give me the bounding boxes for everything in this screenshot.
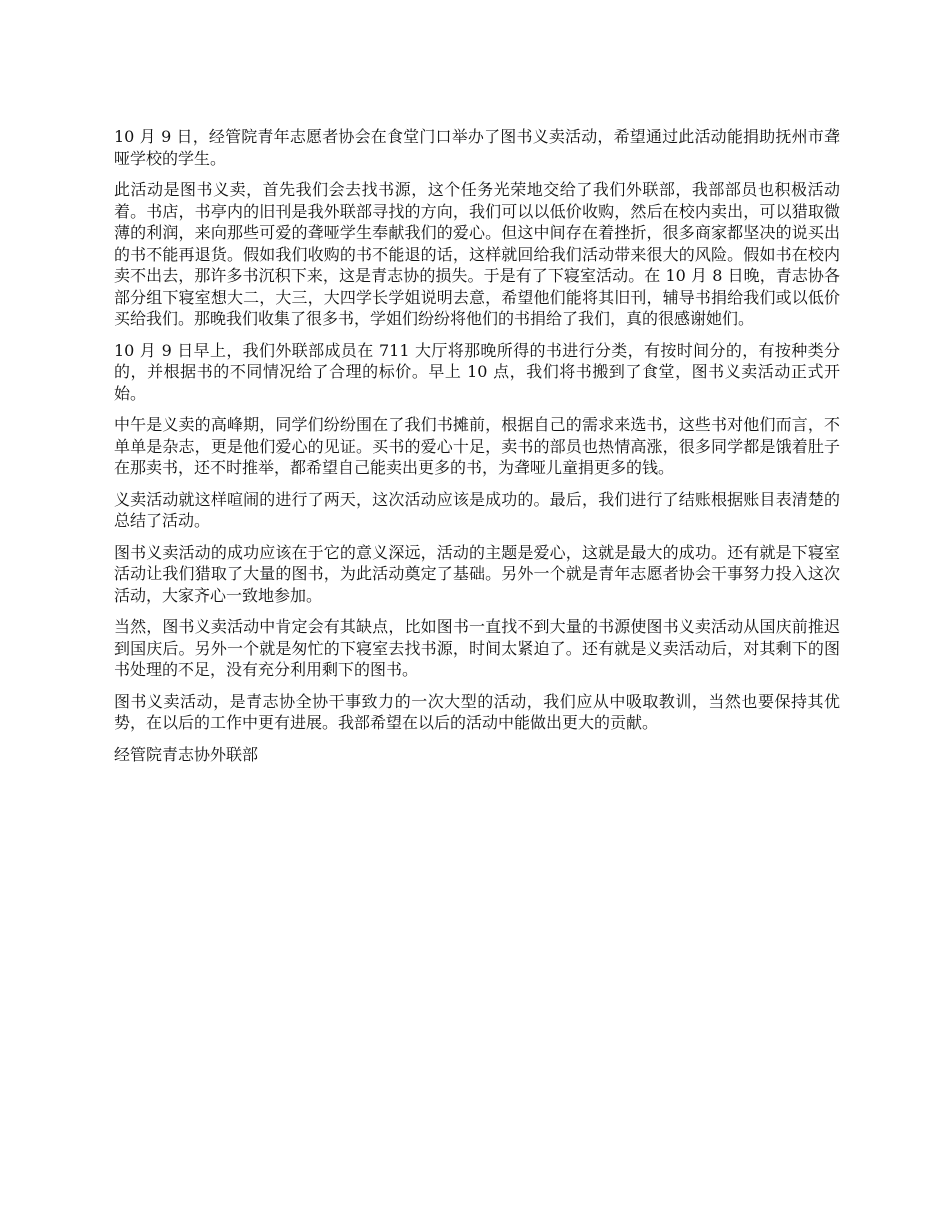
paragraph-shortcomings: 当然，图书义卖活动中肯定会有其缺点，比如图书一直找不到大量的书源使图书义卖活动从国庆前推迟到国庆后。另外一个就是匆忙的下寝室去找书源，时间太紧迫了。还有就是义卖活动后，对其剩下的图书处理的不足，没有充分利用剩下的图书。 (114, 617, 840, 679)
paragraph-conclusion: 图书义卖活动，是青志协全协干事致力的一次大型的活动，我们应从中吸取教训，当然也要保持其优势，在以后的工作中更有进展。我部希望在以后的活动中能做出更大的贡献。 (114, 691, 840, 732)
paragraph-book-sourcing: 此活动是图书义卖，首先我们会去找书源，这个任务光荣地交给了我们外联部，我部部员也积极活动着。书店，书亭内的旧刊是我外联部寻找的方向，我们可以以低价收购，然后在校内卖出，可以猎取微薄的利润，来向那些可爱的聋哑学生奉献我们的爱心。但这中间存在着挫折，很多商家都坚决的说买出的书不能再退货。假如我们收购的书不能退的话，这样就回给我们活动带来很大的风险。假如书在校内卖不出去，那许多书沉积下来，这是青志协的损失。于是有了下寝室活动。在 10 月 8 日晚，青志协各部分组下寝室想大二，大三，大四学长学姐说明去意，希望他们能将其旧刊，辅导书捐给我们或以低价买给我们。那晚我们收集了很多书，学姐们纷纷将他们的书捐给了我们，真的很感谢她们。 (114, 180, 840, 328)
paragraph-summary: 义卖活动就这样喧闹的进行了两天，这次活动应该是成功的。最后，我们进行了结账根据账目表清楚的总结了活动。 (114, 489, 840, 530)
paragraph-intro: 10 月 9 日，经管院青年志愿者协会在食堂门口举办了图书义卖活动，希望通过此活动能捐助抚州市聋哑学校的学生。 (114, 127, 840, 168)
document-body (114, 126, 840, 765)
paragraph-sorting: 10 月 9 日早上，我们外联部成员在 711 大厅将那晚所得的书进行分类，有按时间分的，有按种类分的，并根据书的不同情况给了合理的标价。早上 10 点，我们将书搬到了食堂，图书义卖活动正式开始。 (114, 340, 840, 403)
paragraph-peak-sales: 中午是义卖的高峰期，同学们纷纷围在了我们书摊前，根据自己的需求来选书，这些书对他们而言，不单单是杂志，更是他们爱心的见证。买书的爱心十足，卖书的部员也热情高涨，很多同学都是饿着肚子在那卖书，还不时推举，都希望自己能卖出更多的书，为聋哑儿童捐更多的钱。 (114, 415, 840, 477)
signature: 经管院青志协外联部 (114, 744, 259, 764)
paragraph-success: 图书义卖活动的成功应该在于它的意义深远，活动的主题是爱心，这就是最大的成功。还有就是下寝室活动让我们猎取了大量的图书，为此活动奠定了基础。另外一个就是青年志愿者协会干事努力投入这次活动，大家齐心一致地参加。 (114, 542, 840, 605)
